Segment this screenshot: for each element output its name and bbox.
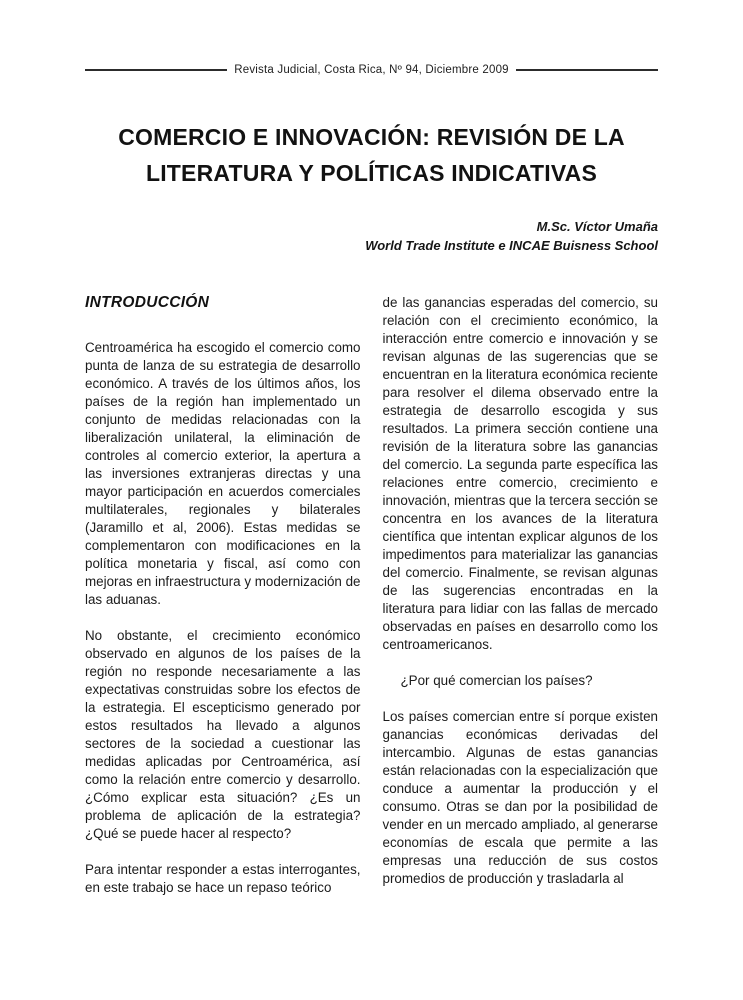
paragraph: Para intentar responder a estas interrogantes, en este trabajo se hace un repaso teórico (85, 861, 361, 895)
subheading-question: ¿Por qué comercian los países? (400, 672, 593, 688)
paragraph: No obstante, el crecimiento económico observado en algunos de los países de la región no responde necesariamente a las expectativas construidas sobre los efectos de la estrategia. El escepticismo generado por estos resultados ha llevado a algunos sectores de la sociedad a cuestionar las medidas aplicadas por Centroamérica, así como la relación entre comercio y desarrollo. ¿Cómo explicar esta situación? ¿Es un problema de aplicación de la estrategia? ¿Qué se puede hacer al respecto? (85, 627, 361, 841)
paragraph: Los países comercian entre sí porque existen ganancias económicas derivadas del intercambio. Algunas de estas ganancias están relacionadas con la especialización que conduce a aumentar la producción y el consumo. Otras se dan por la posibilidad de vender en un mercado ampliado, al generarse economías de escala que permite a las empresas una reducción de sus costos promedios de producción y trasladarla al (382, 708, 658, 886)
author-affiliation: World Trade Institute e INCAE Buisness School (365, 238, 658, 254)
journal-header-text: Revista Judicial, Costa Rica, Nº 94, Diciembre 2009 (234, 64, 509, 76)
right-column (383, 294, 659, 915)
author-block (85, 218, 658, 256)
paragraph: Centroamérica ha escogido el comercio como punta de lanza de su estrategia de desarrollo económico. A través de los últimos años, los países de la región han implementado un conjunto de medidas relacionadas con la liberalización unilateral, la eliminación de controles al comercio exterior, la apertura a las inversiones extranjeras directas y una mayor participación en acuerdos comerciales multilaterales, regionales y bilaterales (Jaramillo et al, 2006). Estas medidas se complementaron con modificaciones en la política monetaria y fiscal, así como con mejoras en infraestructura y modernización de las aduanas. (85, 339, 361, 607)
header-rule-left (85, 69, 227, 70)
article-title: COMERCIO E INNOVACIÓN: REVISIÓN DE LA LITERATURA Y POLÍTICAS INDICATIVAS (118, 124, 625, 186)
author-name: M.Sc. Víctor Umaña (536, 219, 658, 235)
section-heading-introduccion: INTRODUCCIÓN (85, 293, 210, 311)
paragraph: de las ganancias esperadas del comercio, su relación con el crecimiento económico, la interacción entre comercio e innovación y se revisan algunas de las sugerencias que se encuentran en la literatura económica reciente para resolver el dilema observado entre la estrategia de desarrollo escogida y sus resultados. La primera sección contiene una revisión de la literatura sobre las ganancias del comercio. La segunda parte específica las relaciones entre comercio, crecimiento e innovación, mientras que la tercera sección se concentra en los avances de la literatura científica que intentan explicar algunos de los impedimentos para materializar las ganancias del comercio. Finalmente, se revisan algunas de las sugerencias encontradas en la literatura para lidiar con las fallas de mercado observadas en países en desarrollo como los centroamericanos. (382, 294, 658, 652)
left-column (85, 294, 361, 915)
article-body (85, 294, 658, 915)
running-head (85, 64, 658, 76)
header-rule-right (516, 69, 658, 70)
